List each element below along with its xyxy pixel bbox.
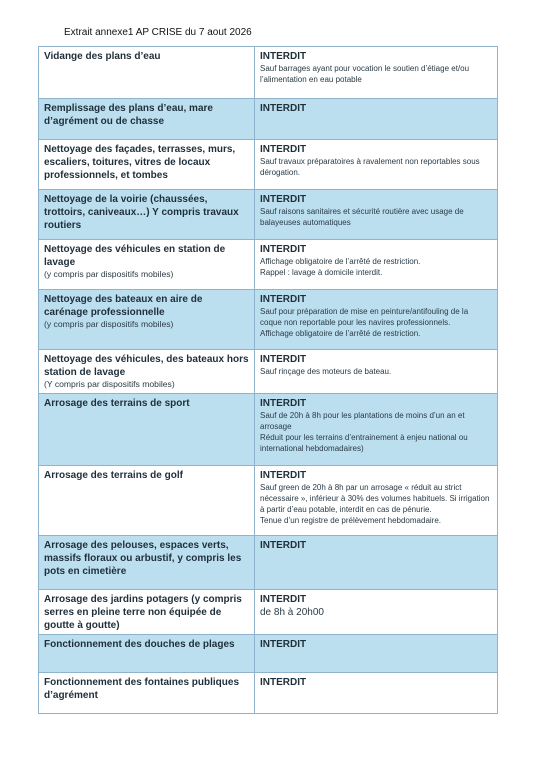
table-row	[39, 672, 498, 713]
usage-cell	[39, 465, 255, 535]
usage-cell	[39, 393, 255, 465]
table-row	[39, 47, 498, 99]
usage-label: Nettoyage des véhicules, des bateaux hors station de lavage	[44, 354, 249, 378]
status-cell	[255, 99, 498, 140]
usage-label: Arrosage des terrains de sport	[44, 397, 190, 409]
status-detail: Sauf travaux préparatoires à ravalement non reportables sous dérogation.	[260, 157, 480, 177]
usage-cell	[39, 634, 255, 672]
status-cell	[255, 535, 498, 589]
table-row	[39, 140, 498, 190]
status-label: INTERDIT	[260, 539, 307, 551]
status-detail: Affichage obligatoire de l’arrêté de restriction.	[260, 329, 421, 338]
status-cell	[255, 465, 498, 535]
usage-note: (y compris par dispositifs mobiles)	[44, 269, 174, 279]
usage-cell	[39, 190, 255, 240]
usage-label: Fonctionnement des fontaines publiques d’agrément	[44, 676, 240, 701]
usage-cell	[39, 350, 255, 394]
status-cell	[255, 290, 498, 350]
usage-cell	[39, 240, 255, 290]
status-cell	[255, 393, 498, 465]
usage-note: (Y compris par dispositifs mobiles)	[44, 379, 175, 389]
usage-cell	[39, 47, 255, 99]
status-label: INTERDIT	[260, 244, 307, 255]
table-row	[39, 190, 498, 240]
status-cell	[255, 47, 498, 99]
status-cell	[255, 589, 498, 634]
usage-cell	[39, 99, 255, 140]
table-row	[39, 350, 498, 394]
table-row	[39, 535, 498, 589]
status-label: INTERDIT	[260, 676, 307, 688]
table-row	[39, 465, 498, 535]
status-detail: Affichage obligatoire de l’arrêté de restriction.	[260, 257, 421, 266]
status-cell	[255, 240, 498, 290]
restrictions-table-body	[39, 47, 498, 714]
usage-note: (y compris par dispositifs mobiles)	[44, 319, 174, 329]
status-detail: Sauf green de 20h à 8h par un arrosage « réduit au strict nécessaire », inférieur à 30% des volumes habituels. Si irrigation à partir d’eau potable, interdit en cas de pénurie.	[260, 482, 490, 514]
usage-cell	[39, 589, 255, 634]
status-label: INTERDIT	[260, 144, 307, 155]
status-detail: Sauf barrages ayant pour vocation le soutien d’étiage et/ou l’alimentation en eau potable	[260, 64, 470, 84]
usage-label: Nettoyage des véhicules en station de lavage	[44, 244, 226, 268]
status-label: INTERDIT	[260, 593, 307, 605]
status-label: INTERDIT	[260, 51, 307, 62]
status-label: INTERDIT	[260, 194, 307, 205]
usage-cell	[39, 672, 255, 713]
usage-label: Arrosage des jardins potagers (y compris serres en pleine terre non équipée de goutte à goutte)	[44, 593, 242, 631]
status-label: INTERDIT	[260, 397, 307, 409]
usage-cell	[39, 290, 255, 350]
status-label: INTERDIT	[260, 103, 307, 114]
table-row	[39, 589, 498, 634]
usage-label: Fonctionnement des douches de plages	[44, 638, 235, 650]
status-cell	[255, 350, 498, 394]
status-detail: Sauf rinçage des moteurs de bateau.	[260, 367, 392, 376]
status-label: INTERDIT	[260, 469, 307, 481]
table-row	[39, 634, 498, 672]
status-cell	[255, 140, 498, 190]
status-cell	[255, 634, 498, 672]
status-detail: Rappel : lavage à domicile interdit.	[260, 268, 383, 277]
table-row	[39, 240, 498, 290]
usage-label: Remplissage des plans d’eau, mare d’agrément ou de chasse	[44, 103, 213, 127]
usage-cell	[39, 535, 255, 589]
status-detail: Tenue d’un registre de prélèvement hebdomadaire.	[260, 515, 442, 525]
restrictions-table	[38, 46, 498, 714]
usage-label: Vidange des plans d’eau	[44, 51, 161, 62]
status-label: INTERDIT	[260, 638, 307, 650]
usage-label: Nettoyage des façades, terrasses, murs, escaliers, toitures, vitres de locaux professionnels, et tombes	[44, 144, 236, 181]
status-detail: Sauf pour préparation de mise en peinture/antifouling de la coque non reportable pour les navires professionnels.	[260, 307, 469, 327]
status-detail: Sauf de 20h à 8h pour les plantations de moins d’un an et arrosage	[260, 410, 465, 431]
status-detail: Sauf raisons sanitaires et sécurité routière avec usage de balayeuses automatiques	[260, 207, 464, 227]
usage-label: Arrosage des terrains de golf	[44, 469, 183, 481]
status-detail: Réduit pour les terrains d’entrainement à enjeu national ou international hebdomadaires)	[260, 432, 468, 453]
status-cell	[255, 672, 498, 713]
usage-cell	[39, 140, 255, 190]
usage-label: Nettoyage des bateaux en aire de carénage professionnelle	[44, 294, 203, 318]
table-row	[39, 290, 498, 350]
status-detail: de 8h à 20h00	[260, 606, 324, 618]
status-label: INTERDIT	[260, 354, 307, 365]
document-header: Extrait annexe1 AP CRISE du 7 aout 2026	[64, 27, 252, 38]
status-label: INTERDIT	[260, 294, 307, 305]
table-row	[39, 393, 498, 465]
usage-label: Arrosage des pelouses, espaces verts, massifs floraux ou arbustif, y compris les pots en cimetière	[44, 539, 242, 577]
status-cell	[255, 190, 498, 240]
table-row	[39, 99, 498, 140]
usage-label: Nettoyage de la voirie (chaussées, trottoirs, caniveaux…) Y compris travaux routiers	[44, 194, 239, 231]
